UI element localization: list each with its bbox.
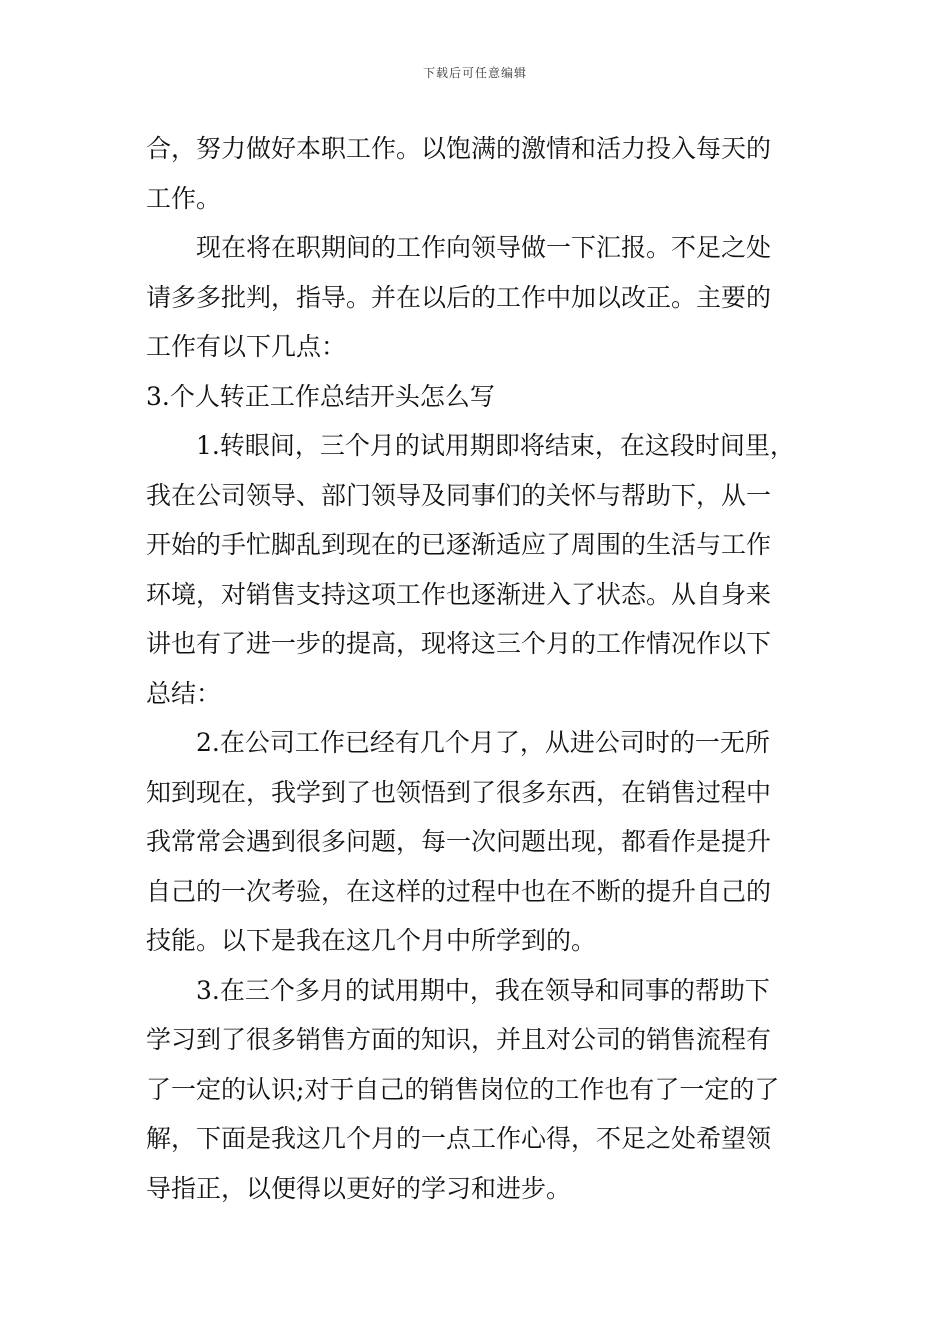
document-body <box>146 124 836 1213</box>
text-line: 讲也有了进一步的提高，现将这三个月的工作情况作以下 <box>146 629 772 658</box>
text-line: 导指正，以便得以更好的学习和进步。 <box>146 1173 572 1203</box>
paragraph-start: 1.转眼间，三个月的试用期即将结束，在这段时间里， <box>196 431 795 460</box>
text-line: 工作有以下几点： <box>146 332 347 361</box>
page-header: 下载后可任意编辑 <box>422 66 527 80</box>
text-line: 自己的一次考验，在这样的过程中也在不断的提升自己的 <box>146 876 772 906</box>
text-line: 环境，对销售支持这项工作也逐渐进入了状态。从自身来 <box>146 579 772 609</box>
text-line: 工作。 <box>146 183 222 213</box>
text-line: 请多多批判，指导。并在以后的工作中加以改正。主要的 <box>146 282 772 312</box>
text-line: 技能。以下是我在这几个月中所学到的。 <box>146 926 597 955</box>
paragraph-start: 3.在三个多月的试用期中，我在领导和同事的帮助下 <box>196 975 770 1005</box>
text-line: 我常常会遇到很多问题，每一次问题出现，都看作是提升 <box>146 827 772 856</box>
paragraph-start: 现在将在职期间的工作向领导做一下汇报。不足之处 <box>196 233 772 262</box>
text-line: 了一定的认识;对于自己的销售岗位的工作也有了一定的了 <box>146 1074 780 1104</box>
text-line: 学习到了很多销售方面的知识，并且对公司的销售流程有 <box>146 1025 772 1054</box>
text-line: 我在公司领导、部门领导及同事们的关怀与帮助下，从一 <box>146 480 772 510</box>
section-heading: 3.个人转正工作总结开头怎么写 <box>146 381 495 411</box>
text-line: 合，努力做好本职工作。以饱满的激情和活力投入每天的 <box>146 134 772 163</box>
paragraph-start: 2.在公司工作已经有几个月了，从进公司时的一无所 <box>196 728 770 757</box>
text-line: 解，下面是我这几个月的一点工作心得，不足之处希望领 <box>146 1124 772 1153</box>
text-line: 开始的手忙脚乱到现在的已逐渐适应了周围的生活与工作 <box>146 530 772 559</box>
text-line: 知到现在，我学到了也领悟到了很多东西，在销售过程中 <box>146 777 772 807</box>
text-line: 总结： <box>146 678 222 708</box>
